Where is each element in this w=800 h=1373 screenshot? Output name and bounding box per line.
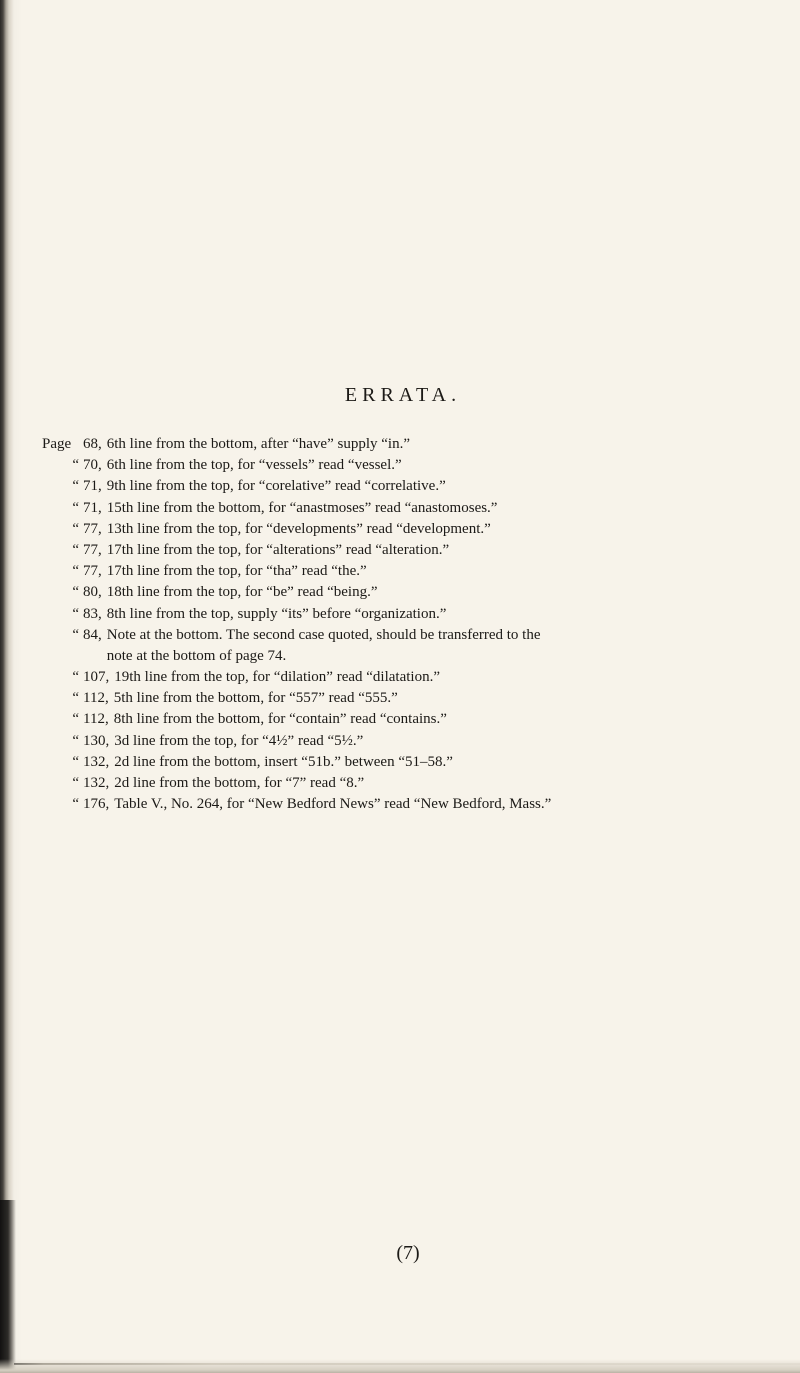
- errata-entry: [42, 498, 782, 519]
- entry-prefix: “: [72, 520, 79, 537]
- errata-entry: [42, 667, 782, 688]
- entry-prefix: “: [72, 563, 79, 580]
- entry-prefix: “: [72, 541, 79, 558]
- entry-page-number: 68,: [83, 436, 102, 452]
- entry-page-number: 112,: [83, 690, 109, 707]
- entry-prefix: “: [72, 478, 79, 495]
- errata-entry: [42, 582, 782, 603]
- errata-entry: [42, 625, 782, 667]
- entry-text: 9th line from the top, for “corelative” read “correlative.”: [106, 478, 446, 495]
- errata-entry: [42, 434, 782, 455]
- errata-entry: [42, 476, 782, 497]
- entry-page-number: 132,: [83, 753, 110, 770]
- entry-page-number: 83,: [83, 605, 102, 622]
- entry-text: 8th line from the bottom, for “contain” read “contains.”: [113, 711, 447, 728]
- entry-page-number: 112,: [83, 711, 109, 728]
- entry-prefix: “: [72, 584, 79, 601]
- entry-text: 2d line from the bottom, insert “51b.” between “51–58.”: [114, 753, 453, 770]
- entry-text: 17th line from the top, for “tha” read “the.”: [106, 563, 367, 580]
- entry-text: Note at the bottom. The second case quoted, should be transferred to the: [106, 626, 541, 643]
- entry-prefix: “: [72, 626, 79, 643]
- entry-page-number: 71,: [83, 478, 102, 495]
- entry-text: 6th line from the top, for “vessels” read “vessel.”: [106, 457, 402, 474]
- entry-prefix: “: [72, 732, 79, 749]
- errata-entry: [42, 519, 782, 540]
- entry-page-number: 70,: [83, 457, 102, 474]
- entry-text: 17th line from the top, for “alterations” read “alteration.”: [106, 541, 450, 558]
- entry-page-number: 77,: [83, 563, 102, 580]
- errata-entry: [42, 688, 782, 709]
- entry-text: 6th line from the bottom, after “have” supply “in.”: [106, 436, 410, 452]
- entry-text-continuation: note at the bottom of page 74.: [106, 647, 287, 664]
- entry-prefix: “: [72, 711, 79, 728]
- errata-entry: [42, 773, 782, 794]
- entry-page-number: 71,: [83, 499, 102, 516]
- entry-text-block: [107, 625, 782, 667]
- errata-entry: [42, 709, 782, 730]
- errata-entry: [42, 604, 782, 625]
- entry-page-number: 132,: [83, 775, 110, 792]
- page-bottom-shadow: [0, 1359, 800, 1373]
- errata-entry: [42, 455, 782, 476]
- page-title: ERRATA.: [344, 384, 462, 406]
- entry-prefix: “: [72, 690, 79, 707]
- entry-page-number: 77,: [83, 541, 102, 558]
- entry-page-number: 130,: [83, 732, 110, 749]
- entry-page-number: 77,: [83, 520, 102, 537]
- entry-page-number: 176,: [83, 796, 110, 813]
- entry-prefix: Page: [42, 436, 72, 452]
- entry-prefix: “: [72, 499, 79, 516]
- errata-entry: [42, 561, 782, 582]
- entry-prefix: “: [72, 796, 79, 813]
- errata-entry: [42, 731, 782, 752]
- entry-text: 15th line from the bottom, for “anastmoses” read “anastomoses.”: [106, 499, 498, 516]
- entry-text: 8th line from the top, supply “its” before “organization.”: [106, 605, 447, 622]
- entry-prefix: “: [72, 753, 79, 770]
- entry-text: 5th line from the bottom, for “557” read “555.”: [113, 690, 398, 707]
- entry-page-number: 84,: [83, 626, 102, 643]
- entry-prefix: “: [72, 775, 79, 792]
- entry-text: 2d line from the bottom, for “7” read “8.”: [114, 775, 365, 792]
- errata-list: [42, 434, 782, 815]
- entry-page-number: 107,: [83, 669, 110, 686]
- errata-entry: [42, 540, 782, 561]
- entry-prefix: “: [72, 457, 79, 474]
- entry-prefix: “: [72, 605, 79, 622]
- page-number: (7): [396, 1242, 420, 1264]
- entry-text: 13th line from the top, for “developments” read “development.”: [106, 520, 491, 537]
- entry-text: 19th line from the top, for “dilation” read “dilatation.”: [114, 669, 440, 686]
- entry-prefix: “: [72, 669, 79, 686]
- errata-entry: [42, 752, 782, 773]
- entry-text: 18th line from the top, for “be” read “being.”: [106, 584, 378, 601]
- binding-shadow: [0, 1200, 16, 1373]
- entry-text: 3d line from the top, for “4½” read “5½.”: [114, 732, 364, 749]
- entry-text: Table V., No. 264, for “New Bedford News” read “New Bedford, Mass.”: [114, 796, 552, 813]
- errata-entry: [42, 794, 782, 815]
- entry-page-number: 80,: [83, 584, 102, 601]
